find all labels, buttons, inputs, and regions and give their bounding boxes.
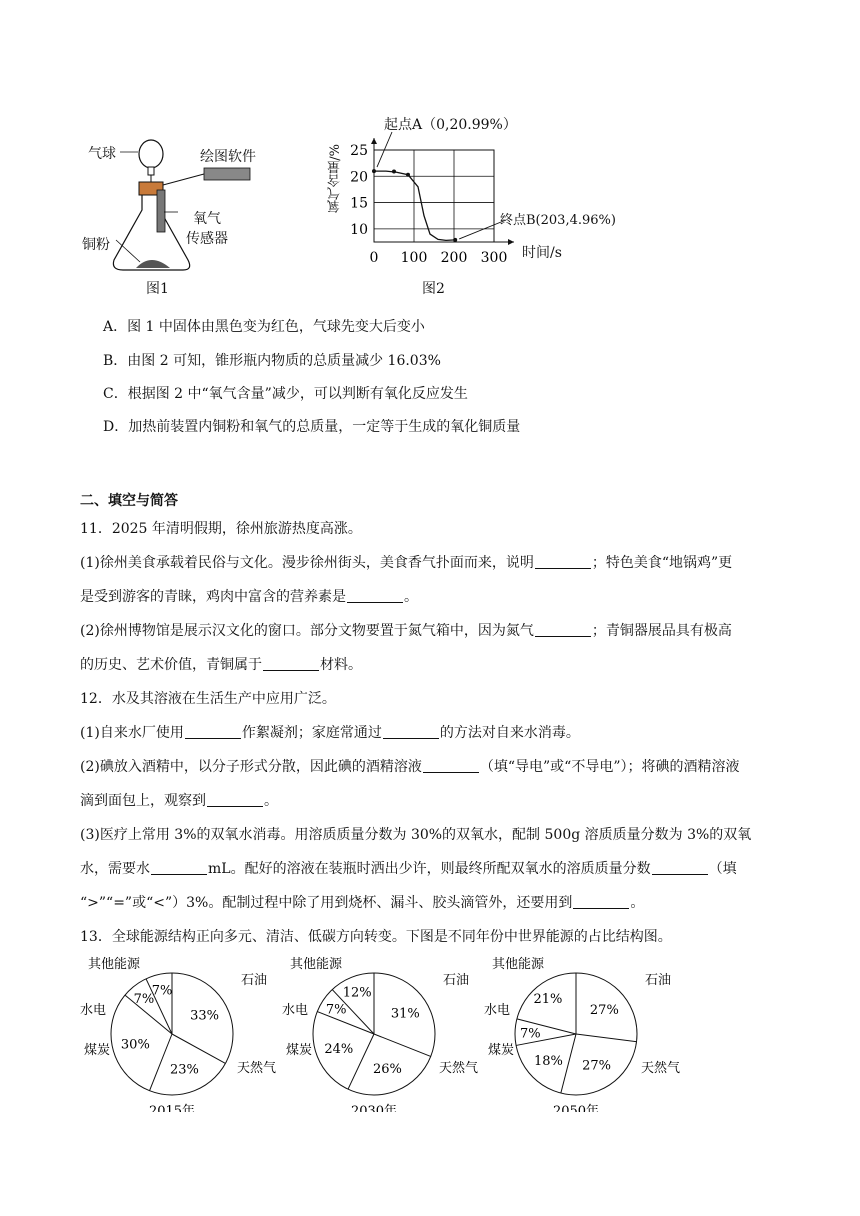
pie-slice-value-other: 7%	[151, 983, 173, 999]
q11-part2-line2: 的历史、艺术价值，青铜属于 材料。	[80, 657, 362, 673]
pie-slice-value-hydro: 7%	[519, 1026, 541, 1042]
y-tick-label: 10	[350, 221, 368, 238]
y-tick-label: 25	[350, 143, 368, 159]
y-axis-arrow	[371, 138, 377, 144]
pie-slice-value-gas: 26%	[373, 1062, 402, 1078]
pie-chart-1	[282, 956, 478, 1112]
y-tick-label: 15	[350, 195, 368, 212]
sensor-label-2: 传感器	[186, 231, 228, 247]
label-oil: 石油	[241, 973, 268, 988]
data-point	[453, 238, 457, 242]
end-arrow	[459, 220, 506, 239]
end-annotation: 终点B(203,4.96%)	[500, 213, 616, 228]
x-axis-arrow	[508, 239, 514, 245]
option-a: A．图 1 中固体由黑色变为红色，气球先变大后变小	[103, 319, 425, 335]
answer-blank[interactable]	[263, 656, 319, 671]
x-axis-label: 时间/s	[522, 245, 562, 261]
answer-blank[interactable]	[347, 588, 403, 603]
pie-slice-value-oil: 31%	[390, 1006, 420, 1022]
pie-slice-value-hydro: 7%	[325, 1002, 347, 1018]
label-other: 其他能源	[87, 957, 141, 972]
y-tick-label: 20	[350, 169, 368, 186]
figure-1-caption: 图1	[146, 281, 169, 297]
data-point	[372, 169, 376, 173]
pie-slice-value-gas: 27%	[582, 1058, 612, 1074]
q11-part2-line1: (2)徐州博物馆是展示汉文化的窗口。部分文物要置于氮气箱中，因为氮气 ；青铜器展品具有极高	[80, 623, 732, 639]
pie-year: 2030年	[350, 1104, 398, 1112]
figure-1	[78, 130, 278, 300]
option-c: C．根据图 2 中“氧气含量”减少，可以判断有氧化反应发生	[103, 386, 468, 402]
data-point	[406, 173, 410, 177]
x-tick-label: 300	[480, 250, 508, 266]
q12-stem: 12．水及其溶液在生活生产中应用广泛。	[80, 691, 336, 707]
label-gas: 天然气	[439, 1061, 479, 1076]
oxygen-chart	[322, 112, 572, 300]
label-hydro: 水电	[281, 1003, 309, 1018]
oxygen-sensor-icon	[157, 190, 165, 232]
label-hydro: 水电	[483, 1003, 511, 1018]
figure-2-caption: 图2	[422, 281, 445, 297]
q11-stem: 11．2025 年清明假期，徐州旅游热度高涨。	[80, 521, 362, 537]
answer-blank[interactable]	[383, 724, 439, 739]
option-d: D．加热前装置内铜粉和氧气的总质量，一定等于生成的氧化铜质量	[103, 419, 521, 435]
pie-year: 2050年	[552, 1104, 600, 1112]
copper-label: 铜粉	[82, 237, 110, 253]
q12-part2-line1: (2)碘放入酒精中，以分子形式分散，因此碘的酒精溶液 （填“导电”或“不导电”）；将碘的酒精溶液	[80, 759, 740, 775]
pie-slice-value-coal: 18%	[533, 1053, 563, 1069]
pie-charts	[78, 952, 778, 1112]
label-gas: 天然气	[237, 1061, 277, 1076]
software-label: 绘图软件	[200, 149, 256, 165]
label-gas: 天然气	[641, 1061, 681, 1076]
q12-part3-line3: “>”“=”或“<”）3%。配制过程中除了用到烧杯、漏斗、胶头滴管外，还要用到 。	[80, 895, 645, 911]
pie-slice-value-gas: 23%	[169, 1062, 199, 1078]
answer-blank[interactable]	[535, 622, 591, 637]
figure-2	[322, 112, 616, 300]
answer-blank[interactable]	[185, 724, 241, 739]
balloon-icon	[139, 140, 163, 168]
label-coal: 煤炭	[487, 1043, 515, 1058]
answer-blank[interactable]	[652, 860, 708, 875]
pie-slice-value-other: 12%	[342, 985, 372, 1001]
pie-slice-value-oil: 27%	[589, 1002, 619, 1018]
y-axis-label: 氧气含量/%	[328, 144, 343, 213]
copper-powder-icon	[136, 260, 170, 268]
pie-chart-0	[80, 956, 276, 1112]
data-point	[392, 170, 396, 174]
answer-blank[interactable]	[423, 758, 479, 773]
energy-pie-charts	[78, 952, 778, 1112]
option-b: B．由图 2 可知，锥形瓶内物质的总质量减少 16.03%	[103, 353, 441, 369]
pie-slice-value-other: 21%	[533, 991, 563, 1007]
q12-part2-line2: 滴到面包上，观察到 。	[80, 793, 278, 809]
balloon-label: 气球	[88, 146, 116, 162]
x-tick-label: 200	[440, 250, 468, 266]
answer-blank[interactable]	[207, 792, 263, 807]
software-box-icon	[204, 168, 250, 180]
label-coal: 煤炭	[285, 1043, 313, 1058]
label-coal: 煤炭	[83, 1043, 111, 1058]
answer-blank[interactable]	[535, 554, 591, 569]
pie-slice-value-coal: 24%	[324, 1041, 354, 1057]
q12-part3-line1: (3)医疗上常用 3%的双氧水消毒。用溶质质量分数为 30%的双氧水，配制 500g 溶质质量分数为 3%的双氧	[80, 827, 752, 843]
q12-part3-line2: 水，需要水 mL。配好的溶液在装瓶时洒出少许，则最终所配双氧水的溶质质量分数 （填	[80, 861, 737, 877]
x-tick-label: 0	[369, 250, 379, 266]
pie-slice-value-coal: 30%	[120, 1037, 150, 1053]
section-title: 二、填空与简答	[80, 493, 178, 509]
q11-part1-line2: 是受到游客的青睐，鸡肉中富含的营养素是 。	[80, 589, 418, 605]
sensor-label-1: 氧气	[193, 211, 221, 227]
pie-year: 2015年	[148, 1104, 196, 1112]
label-other: 其他能源	[289, 957, 343, 972]
label-hydro: 水电	[79, 1003, 107, 1018]
q13-stem: 13．全球能源结构正向多元、清洁、低碳方向转变。下图是不同年份中世界能源的占比结构图。	[80, 929, 672, 945]
answer-blank[interactable]	[573, 894, 629, 909]
answer-blank[interactable]	[151, 860, 207, 875]
oxygen-curve	[374, 171, 455, 240]
pie-chart-2	[484, 956, 680, 1112]
x-tick-label: 100	[400, 250, 428, 266]
flask-icon	[113, 195, 189, 270]
label-oil: 石油	[645, 973, 672, 988]
pie-slice-value-hydro: 7%	[133, 991, 155, 1007]
start-annotation: 起点A（0,20.99%）	[384, 117, 517, 133]
label-oil: 石油	[443, 973, 470, 988]
label-other: 其他能源	[491, 957, 545, 972]
q12-part1: (1)自来水厂使用 作絮凝剂；家庭常通过 的方法对自来水消毒。	[80, 725, 580, 741]
pie-slice-value-oil: 33%	[190, 1008, 220, 1024]
plot-frame	[374, 150, 494, 242]
q11-part1-line1: (1)徐州美食承载着民俗与文化。漫步徐州街头，美食香气扑面而来，说明 ；特色美食“地锅鸡”更	[80, 555, 733, 571]
